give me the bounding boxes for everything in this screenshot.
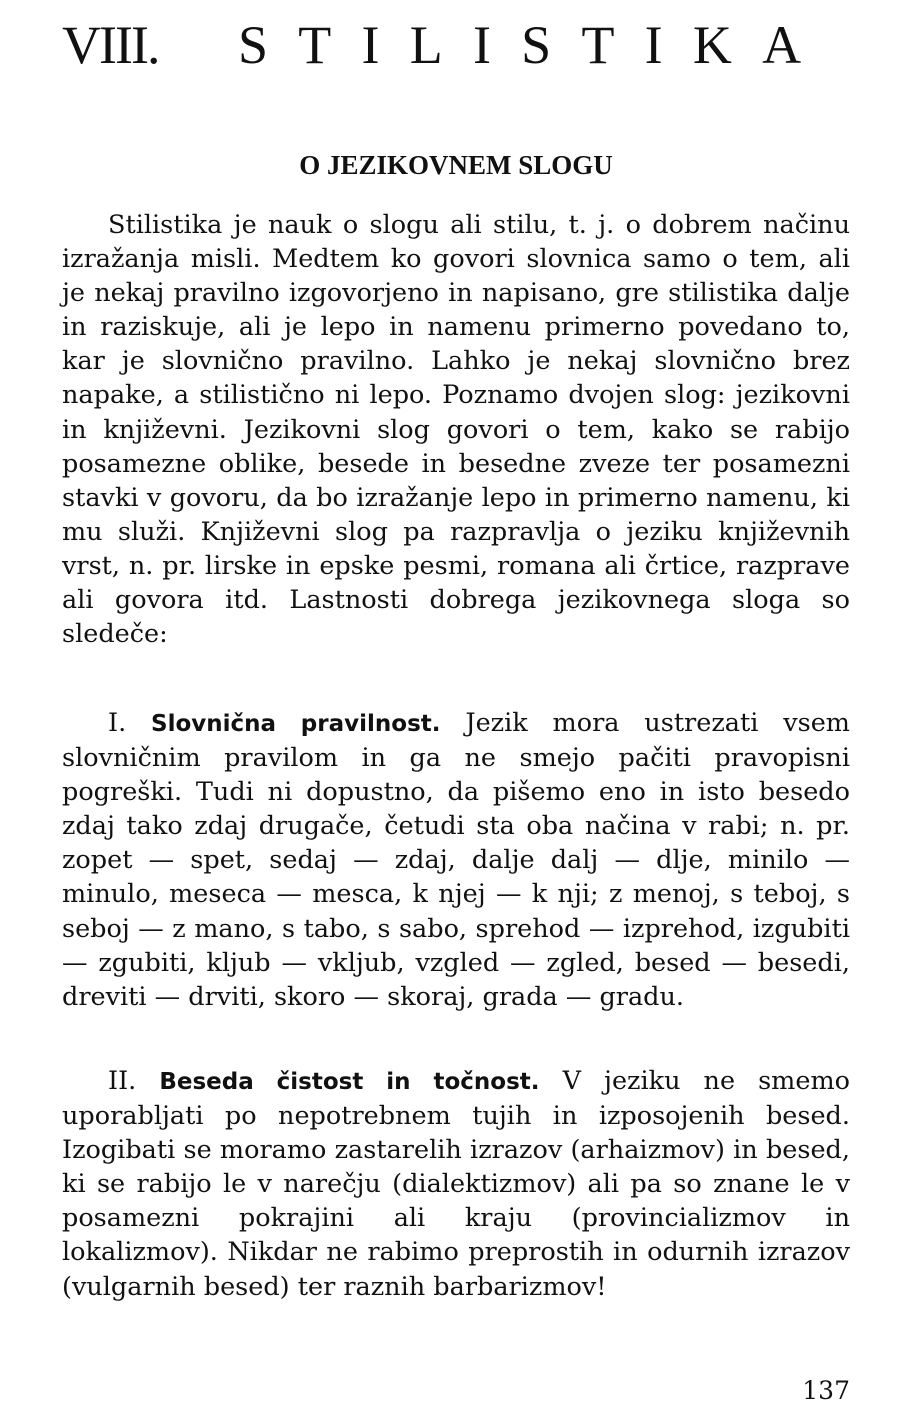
rule-label: Slovnična pravilnost.: [151, 711, 441, 737]
rule-text: Jezik mora ustrezati vsem slovničnim pravilom in ga ne smejo pačiti pravopisni pogreški. Tudi ni dopustno, da pišemo eno in isto besedo zdaj tako zdaj drugače, četudi sta oba načina v rabi; n. pr. zopet — spet, sedaj — zdaj, dalje dalj — dlje, minilo — minulo, meseca — mesca, k njej — k nji; z menoj, s teboj, s seboj — z mano, s tabo, s sabo, sprehod — izprehod, izgubiti — zgubiti, kljub — vkljub, vzgled — zgled, besed — besedi, dreviti — drviti, skoro — skoraj, grada — gradu.: [62, 708, 850, 1012]
intro-paragraph: [62, 208, 850, 651]
chapter-title: STILISTIKA: [238, 15, 832, 75]
page-number: 137: [802, 1376, 850, 1405]
rule-paragraph-1: [62, 706, 850, 1014]
rule-label: Beseda čistost in točnost.: [159, 1069, 540, 1095]
rule-paragraph-2: [62, 1064, 850, 1304]
rule-text: V jeziku ne smemo uporabljati po nepotrebnem tujih in izposojenih besed. Izogibati se moramo zastarelih izrazov (arhaizmov) in besed, ki se rabijo le v narečju (dialektizmov) ali pa so znane le v posamezni pokrajini ali kraju (provincializmov in lokalizmov). Nikdar ne rabimo preprostih in odurnih izrazov (vulgarnih besed) ter raznih barbarizmov!: [62, 1066, 850, 1302]
chapter-number: VIII.: [62, 15, 159, 75]
rule-numeral: I.: [108, 708, 127, 738]
rule-numeral: II.: [108, 1066, 137, 1096]
intro-text: Stilistika je nauk o slogu ali stilu, t. j. o dobrem načinu izražanja misli. Medtem ko govori slovnica samo o tem, ali je nekaj pravilno izgovorjeno in napisano, gre stilistika dalje in raziskuje, ali je lepo in namenu primerno povedano to, kar je slovnično pravilno. Lahko je nekaj slovnično brez napake, a stilistično ni lepo. Poznamo dvojen slog: jezikovni in književni. Jezikovni slog govori o tem, kako se rabijo posamezne oblike, besede in besedne zveze ter posamezni stavki v govoru, da bo izražanje lepo in primerno namenu, ki mu služi. Književni slog pa razpravlja o jeziku književnih vrst, n. pr. lirske in epske pesmi, romana ali črtice, razprave ali govora itd. Lastnosti dobrega jezikovnega sloga so sledeče:: [62, 210, 850, 650]
section-heading: O JEZIKOVNEM SLOGU: [299, 150, 613, 180]
